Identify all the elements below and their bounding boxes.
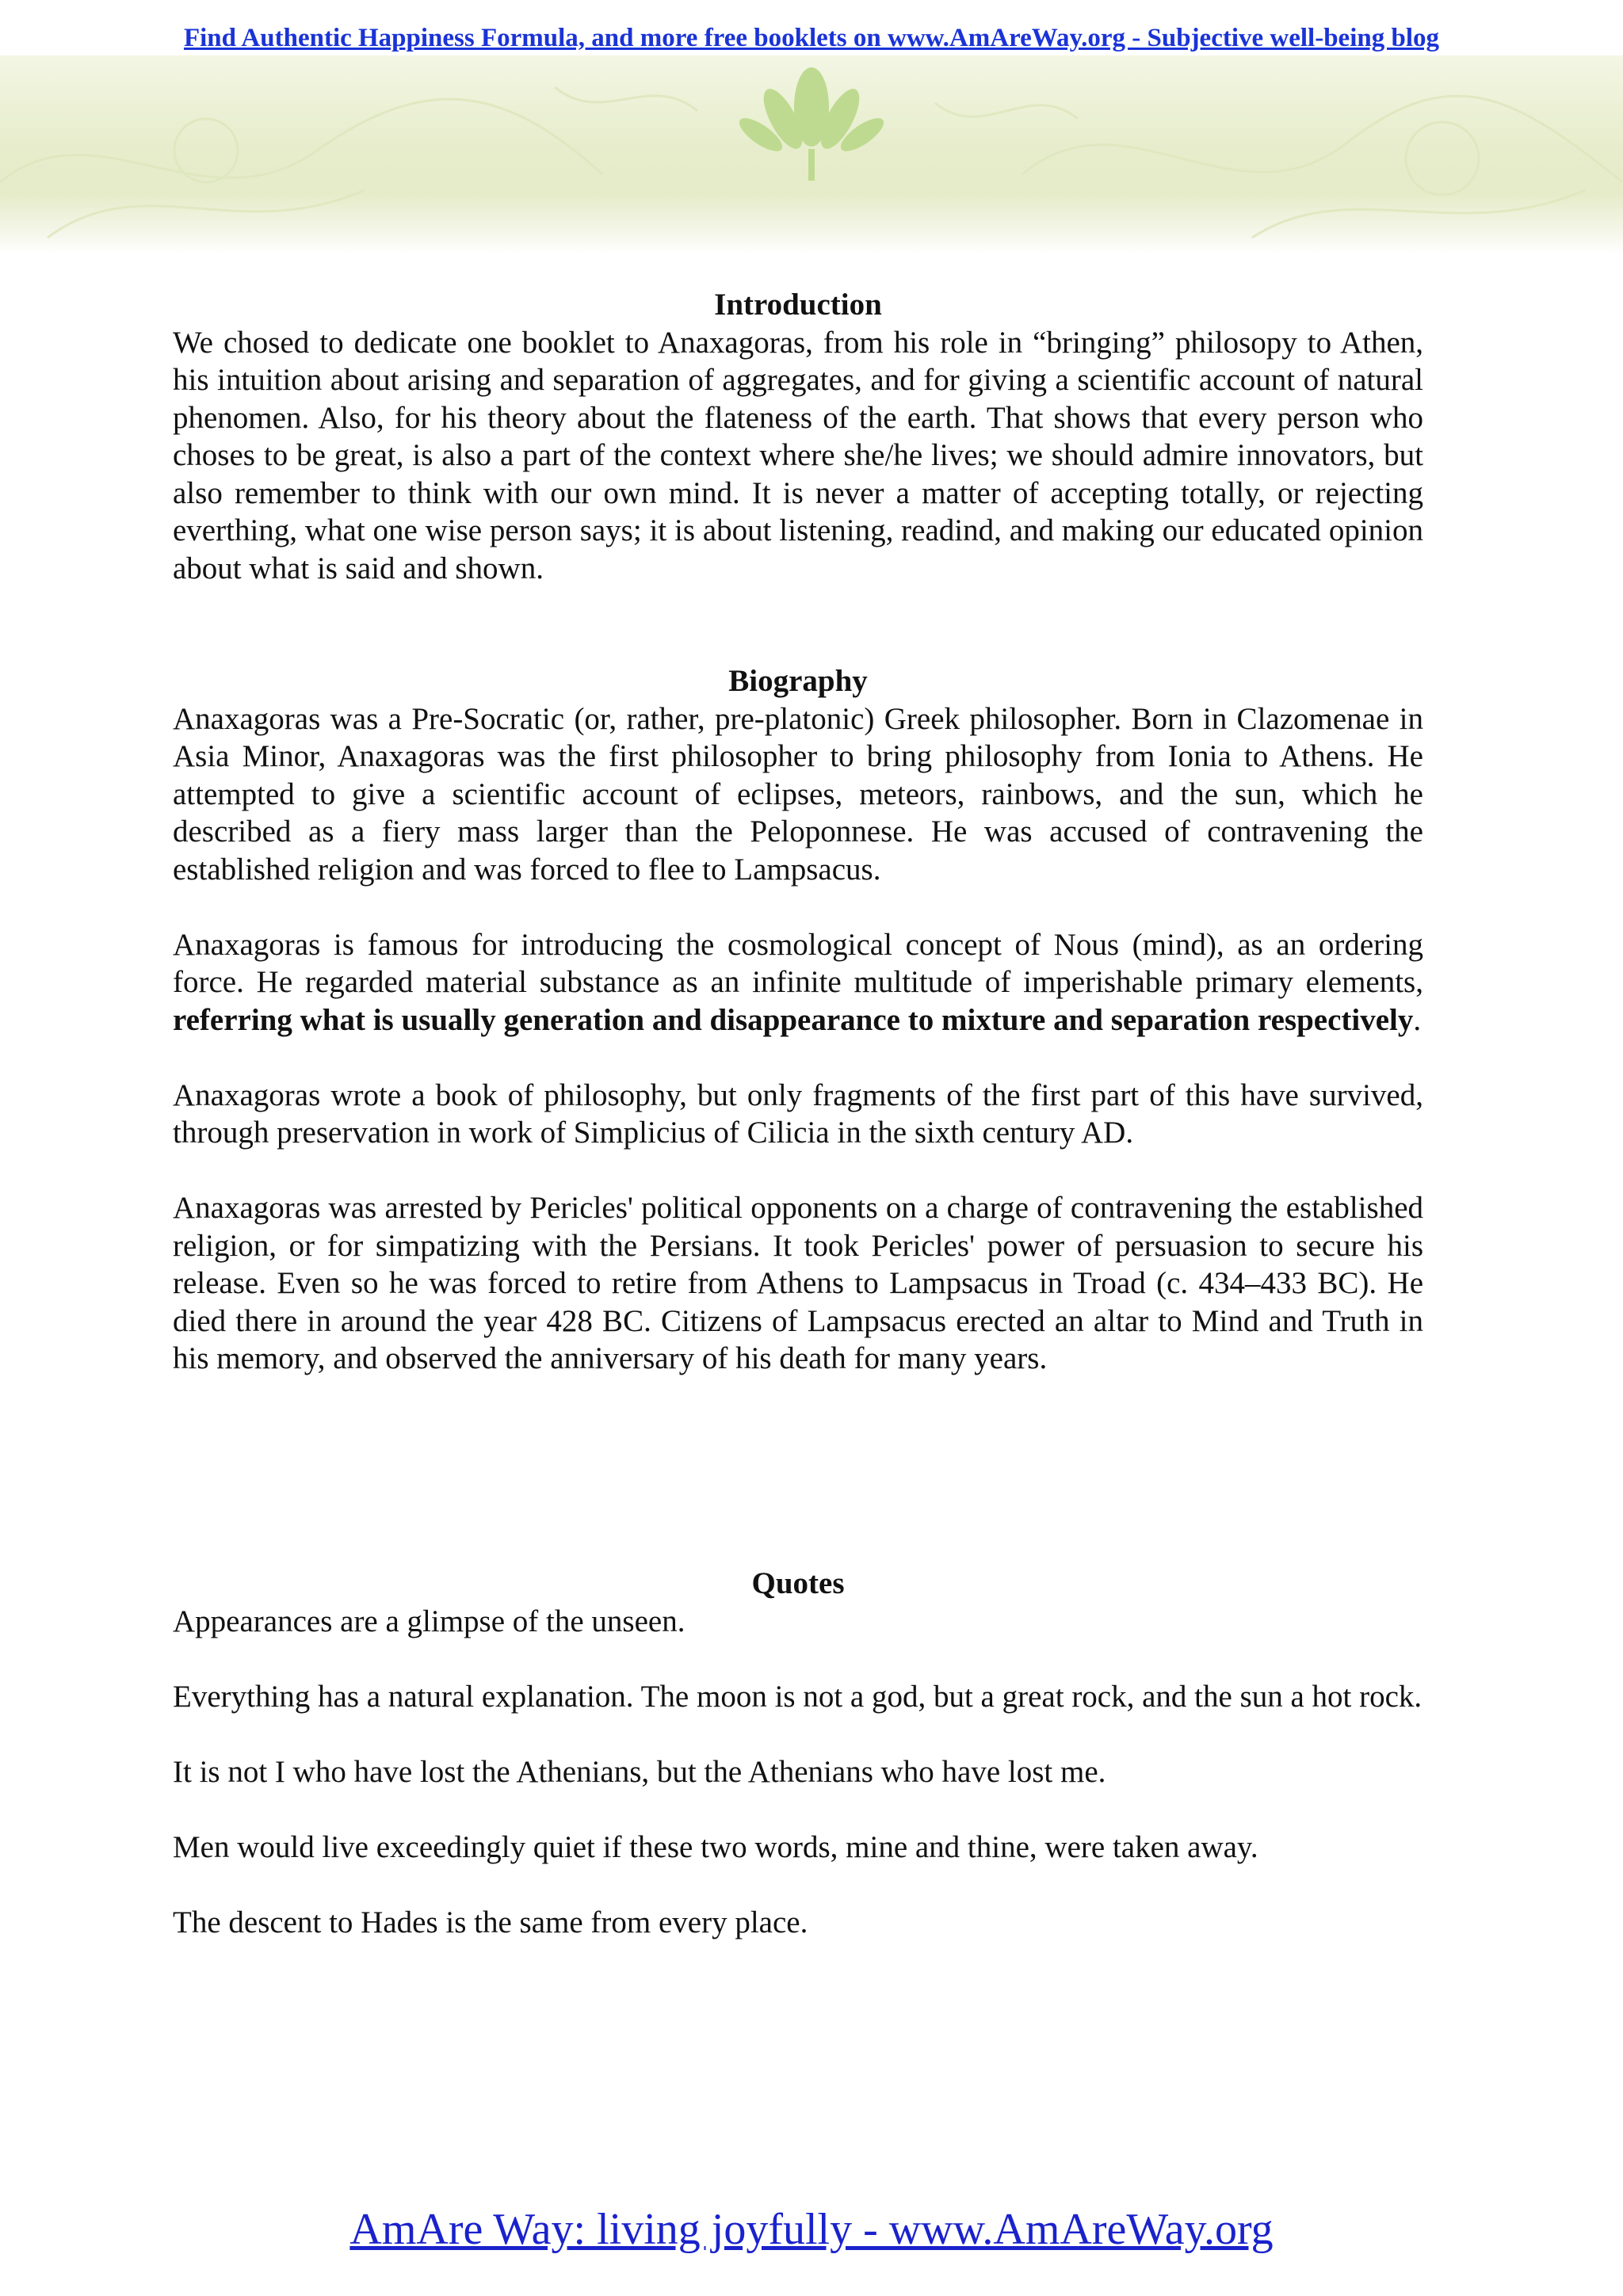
header-link[interactable]: Find Authentic Happiness Formula, and more free booklets on www.AmAreWay.org - Subjective well-being blog [183, 24, 1440, 52]
introduction-heading: Introduction [714, 288, 882, 322]
biography-p2-start: Anaxagoras is famous for introducing the cosmological concept of Nous (mind), as an ordering force. He regarded material substance as an infinite multitude of imperishable primary elements, [173, 927, 1423, 999]
introduction-section [173, 286, 1423, 587]
quotes-heading: Quotes [751, 1566, 845, 1600]
biography-paragraph-1: Anaxagoras was a Pre-Socratic (or, rather, pre-platonic) Greek philosopher. Born in Clazomenae in Asia Minor, Anaxagoras was the first philosopher to bring philosophy from Ionia to Athens. He attempted to give a scientific account of eclipses, meteors, rainbows, and the sun, which he described as a fiery mass larger than the Peloponnese. He was accused of contravening the established religion and was forced to flee to Lampsacus. [173, 701, 1423, 887]
quote-item: It is not I who have lost the Athenians, but the Athenians who have lost me. [173, 1754, 1106, 1789]
quote-item: Men would live exceedingly quiet if these two words, mine and thine, were taken away. [173, 1829, 1258, 1864]
banner-ornament [0, 55, 1623, 254]
quote-item: Everything has a natural explanation. The moon is not a god, but a great rock, and the sun a hot rock. [173, 1679, 1423, 1714]
header-banner [0, 55, 1623, 254]
biography-p2-end: . [1413, 1002, 1422, 1037]
footer-link[interactable]: AmAre Way: living joyfully - www.AmAreWay.org [349, 2205, 1274, 2254]
biography-paragraph-2 [173, 926, 1423, 1039]
biography-section [173, 662, 1423, 1378]
quote-item: Appearances are a glimpse of the unseen. [173, 1604, 685, 1638]
quotes-section [173, 1565, 1423, 1941]
lotus-icon [735, 67, 888, 181]
biography-paragraph-4: Anaxagoras was arrested by Pericles' political opponents on a charge of contravening the established religion, or for simpatizing with the Persians. It took Pericles' power of persuasion to secure his release. Even so he was forced to retire from Athens to Lampsacus in Troad (c. 434–433 BC). He died there in around the year 428 BC. Citizens of Lampsacus erected an altar to Mind and Truth in his memory, and observed the anniversary of his death for many years. [173, 1191, 1423, 1375]
biography-p2-bold: referring what is usually generation and disappearance to mixture and separation respectively [173, 1002, 1414, 1037]
biography-heading: Biography [728, 664, 868, 698]
introduction-text: We chosed to dedicate one booklet to Anaxagoras, from his role in “bringing” philosopy to Athen, his intuition about arising and separation of aggregates, and for giving a scientific account of natural phenomen. Also, for his theory about the flateness of the earth. That shows that every person who choses to be great, is also a part of the context where she/he lives; we should admire innovators, but also remember to think with our own mind. It is never a matter of accepting totally, or rejecting everthing, what one wise person says; it is about listening, readind, and making our educated opinion about what is said and shown. [173, 325, 1423, 585]
quote-item: The descent to Hades is the same from every place. [173, 1905, 808, 1939]
biography-paragraph-3: Anaxagoras wrote a book of philosophy, but only fragments of the first part of this have survived, through preservation in work of Simplicius of Cilicia in the sixth century AD. [173, 1077, 1423, 1150]
